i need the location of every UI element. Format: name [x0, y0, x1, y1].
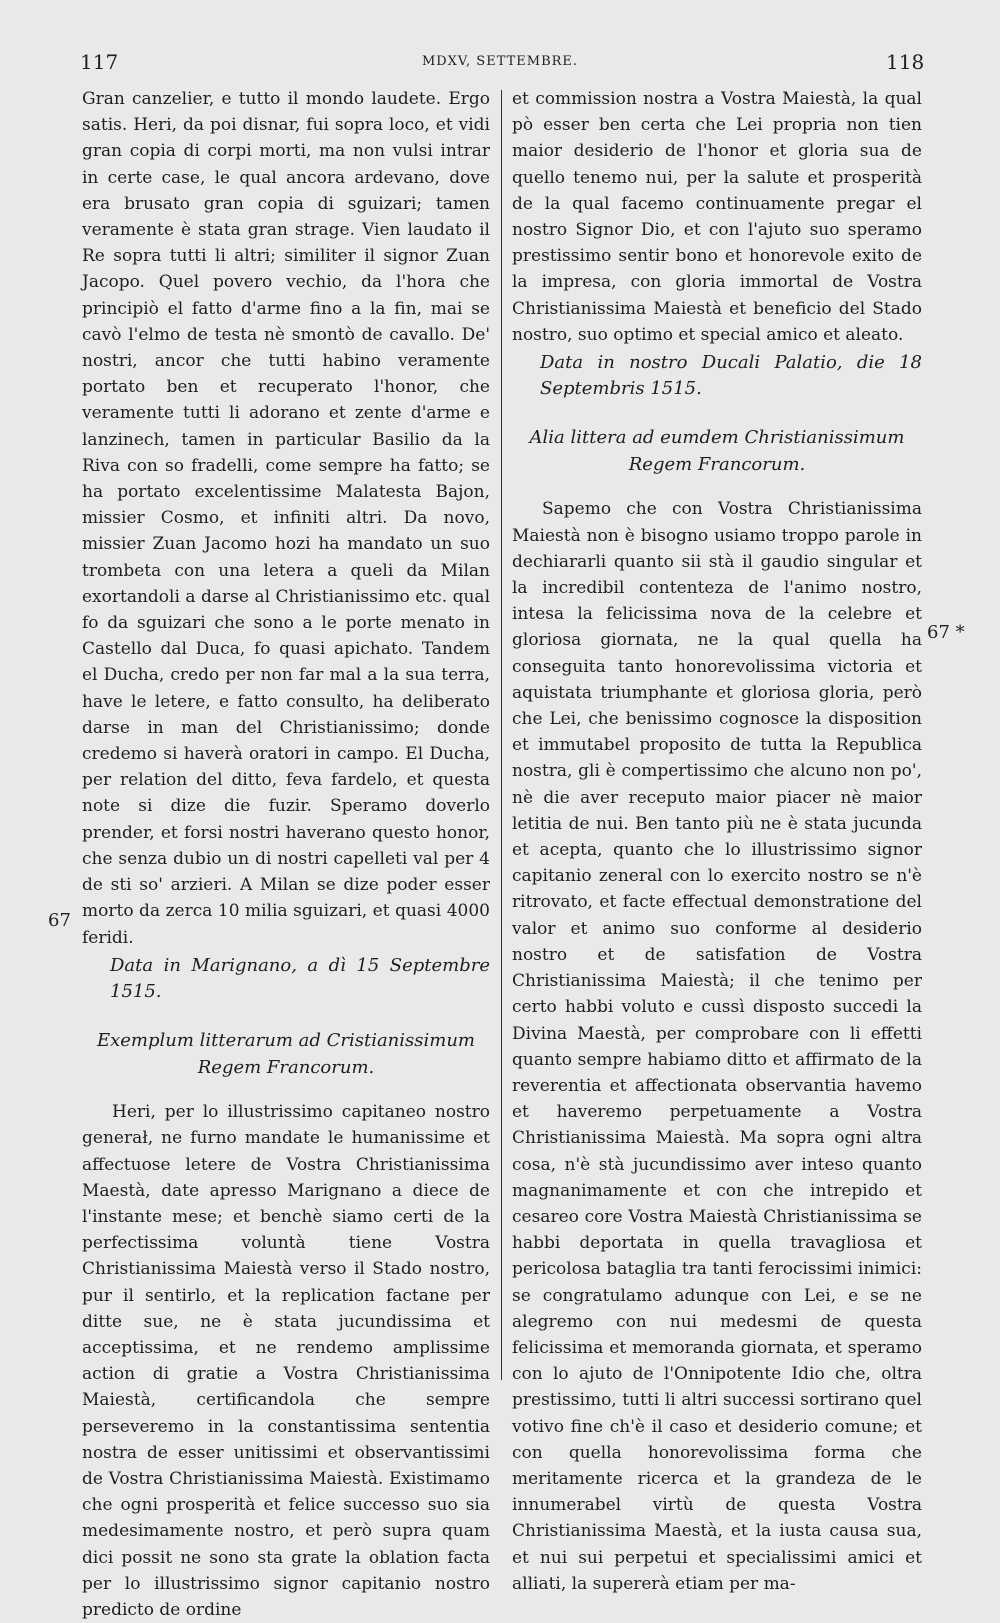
left-paragraph-2: Heri, per lo illustrissimo capitaneo nostro generał, ne furno mandate le humanissime et affectuose letere de Vostra Christianissima Maestà, date apresso Marignano a diece de l'instante mese; et benchè siamo certi de la perfectissima voluntà tiene Vostra Christianissima Maiestà verso il Stado nostro, pur il sentirlo, et la replication factane per ditte sue, ne è stata jucundissima et acceptissima, et ne rendemo amplissime action di gratie a Vostra Christianissima Maiestà, certificandola che sempre perseveremo in la constantissima sententia nostra de esser unitissimi et observantissimi de Vostra Christianissima Maiestà. Existimamo che ogni prosperità et felice successo suo sia medesimamente nostro, et però supra quam dici possit ne sono sta grate la oblation facta per lo illustrissimo signor capitanio nostro predicto de ordine — [82, 1102, 490, 1620]
right-dateline: Data in nostro Ducali Palatio, die 18 Septembris 1515. — [540, 352, 922, 400]
left-column — [82, 86, 490, 1623]
right-page-number: 118 — [886, 50, 925, 74]
right-section-heading — [512, 424, 922, 478]
left-heading-line-2: Regem Francorum. — [197, 1057, 375, 1079]
left-dateline: Data in Marignano, a dì 15 Septembre 1515. — [110, 954, 490, 1002]
left-heading-line-1: Exemplum litterarum ad Cristianissimum — [96, 1030, 475, 1052]
left-section-heading — [82, 1027, 490, 1081]
right-heading-line-1: Alia littera ad eumdem Christianissimum — [529, 427, 905, 449]
running-title: MDXV, SETTEMBRE. — [421, 54, 579, 69]
left-paragraph-1: Gran canzelier, e tutto il mondo laudete. Ergo satis. Heri, da poi disnar, fui sopra loco, et vidi gran copia di corpi morti, ma non vulsi intrar in certe case, le qual ancora ardevano, dove era brusato gran copia di sguizari; tamen veramente è stata gran strage. Vien laudato il Re sopra tutti li altri; similiter il signor Zuan Jacopo. Quel povero vechio, da l'hora che principiò el fatto d'arme fino a la fin, mai se cavò l'elmo de testa nè smontò de cavallo. De' nostri, ancor che tutti habino veramente portato ben et recuperato l'honor, che veramente tutti li adorano et zente d'arme e lanzinech, tamen in particular Basilio da la Riva con so fradelli, come sempre ha fatto; se ha portato excelentissime Malatesta Bajon, missier Cosmo, et infiniti altri. Da novo, missier Zuan Jacomo hozi ha mandato un suo trombeta con una letera a queli da Milan exortandoli a darse al Christianissimo etc. qual fo da sguizari che sono a le porte menato in Castello dal Duca, fo quasi apichato. Tandem el Ducha, credo per non far mal a la sua terra, have le letere, e fatto consulto, ha deliberato darse in man del Christianissimo; donde credemo si haverà oratori in campo. El Ducha, per relation del ditto, feva fardelo, et questa note si dize die fuzir. Speramo doverlo prender, et forsi nostri haverano questo honor, che senza dubio un di nostri capelleti val per 4 de sti so' arzieri. A Milan se dize poder esser morto da zerca 10 milia sguizari, et quasi 4000 feridi. — [82, 89, 490, 948]
right-paragraph-2: Sapemo che con Vostra Christianissima Maiestà non è bisogno usiamo troppo parole in dechiararli quanto sii stà il gaudio singular et la incredibil contenteza de l'animo nostro, intesa la felicissima nova de la celebre et gloriosa giornata, ne la qual quella ha conseguita tanto honorevolissima victoria et aquistata triumphante et gloriosa gloria, però che Lei, che benissimo cognosce la disposition et immutabel proposito de tutta la Republica nostra, gli è compertissimo che alcuno non po', nè die aver receputo maior piacer nè maior letitia de nui. Ben tanto più ne è stata jucunda et acepta, quanto che lo illustrissimo signor capitanio zeneral con lo exercito nostro se n'è ritrovato, et facte effectual demonstratione del valor et animo suo conforme al desiderio nostro et de satisfation de Vostra Christianissima Maiestà; il che tenimo per certo habbi voluto e cussì disposto succedi la Divina Maestà, per comprobare con li effetti quanto sempre habiamo ditto et affirmato de la reverentia et affectionata observantia havemo et haveremo perpetuamente a Vostra Christianissima Maiestà. Ma sopra ogni altra cosa, n'è stà jucundissimo aver inteso quanto magnanimamente et con che intrepido et cesareo core Vostra Maiestà Christianissima se habbi deportata in quella travagliosa et pericolosa bataglia tra tanti ferocissimi inimici: se congratulamo adunque con Lei, e se ne alegremo con nui medesmi de questa felicissima et memoranda giornata, et speramo con lo ajuto de l'Onnipotente Idio che, oltra prestissimo, tutti li altri successi sortirano quel votivo fine ch'è il caso et desiderio comune; et con quella honorevolissima forma che meritamente ricerca et la grandeza de le innumerabel virtù de questa Vostra Christianissima Maestà, et la iusta causa sua, et nui sui perpetui et specialissimi amici et alliati, la supererà etiam per ma- — [512, 499, 922, 1594]
page-header — [0, 50, 1000, 80]
right-heading-line-2: Regem Francorum. — [628, 454, 806, 476]
column-divider — [501, 90, 502, 1380]
right-paragraph-1: et commission nostra a Vostra Maiestà, la qual pò esser ben certa che Lei propria non tien maior desiderio de l'honor et gloria sua de quello tenemo nui, per la salute et prosperità de la qual facemo continuamente pregar el nostro Signor Dio, et con l'ajuto suo speramo prestissimo sentir bono et honorevole exito de la impresa, con gloria immortal de Vostra Christianissima Maiestà et beneficio del Stado nostro, suo optimo et special amico et aleato. — [512, 89, 922, 345]
left-margin-note: 67 — [48, 910, 71, 931]
left-page-number: 117 — [80, 50, 119, 74]
right-margin-note: 67 * — [927, 622, 965, 643]
right-column — [512, 86, 922, 1597]
